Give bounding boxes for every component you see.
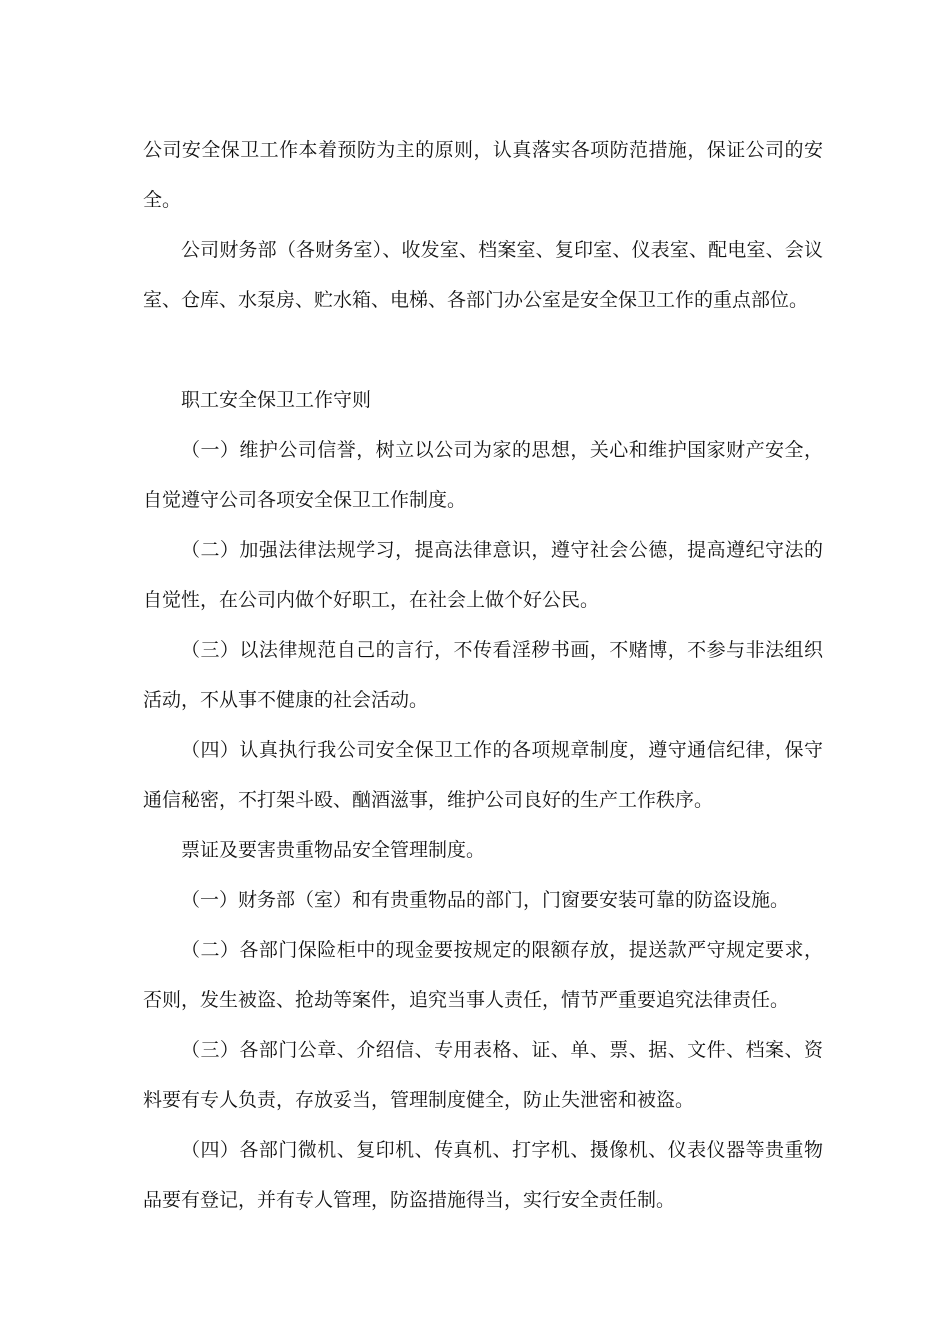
paragraph-policy-1: （一）财务部（室）和有贵重物品的部门，门窗要安装可靠的防盗设施。 [181,889,790,911]
paragraph-rule-4: （四）认真执行我公司安全保卫工作的各项规章制度，遵守通信纪律，保守通信秘密，不打架斗殴、酗酒滋事，维护公司良好的生产工作秩序。 [143,739,823,811]
paragraph-rule-3: （三）以法律规范自己的言行，不传看淫秽书画，不赌博，不参与非法组织活动，不从事不健康的社会活动。 [143,639,823,711]
paragraph-key-locations: 公司财务部（各财务室）、收发室、档案室、复印室、仪表室、配电室、会议室、仓库、水泵房、贮水箱、电梯、各部门办公室是安全保卫工作的重点部位。 [143,239,823,311]
heading-staff-rules: 职工安全保卫工作守则 [181,389,372,411]
paragraph-policy-4: （四）各部门微机、复印机、传真机、打字机、摄像机、仪表仪器等贵重物品要有登记，并有专人管理，防盗措施得当，实行安全责任制。 [143,1139,823,1211]
heading-valuables-policy: 票证及要害贵重物品安全管理制度。 [181,839,486,861]
paragraph-safety-principle: 公司安全保卫工作本着预防为主的原则，认真落实各项防范措施，保证公司的安全。 [143,139,823,211]
paragraph-policy-2: （二）各部门保险柜中的现金要按规定的限额存放，提送款严守规定要求，否则，发生被盗、抢劫等案件，追究当事人责任，情节严重要追究法律责任。 [143,939,823,1011]
paragraph-rule-2: （二）加强法律法规学习，提高法律意识，遵守社会公德，提高遵纪守法的自觉性，在公司内做个好职工，在社会上做个好公民。 [143,539,823,611]
paragraph-policy-3: （三）各部门公章、介绍信、专用表格、证、单、票、据、文件、档案、资料要有专人负责，存放妥当，管理制度健全，防止失泄密和被盗。 [143,1039,823,1111]
paragraph-rule-1: （一）维护公司信誉，树立以公司为家的思想，关心和维护国家财产安全，自觉遵守公司各项安全保卫工作制度。 [143,439,823,511]
